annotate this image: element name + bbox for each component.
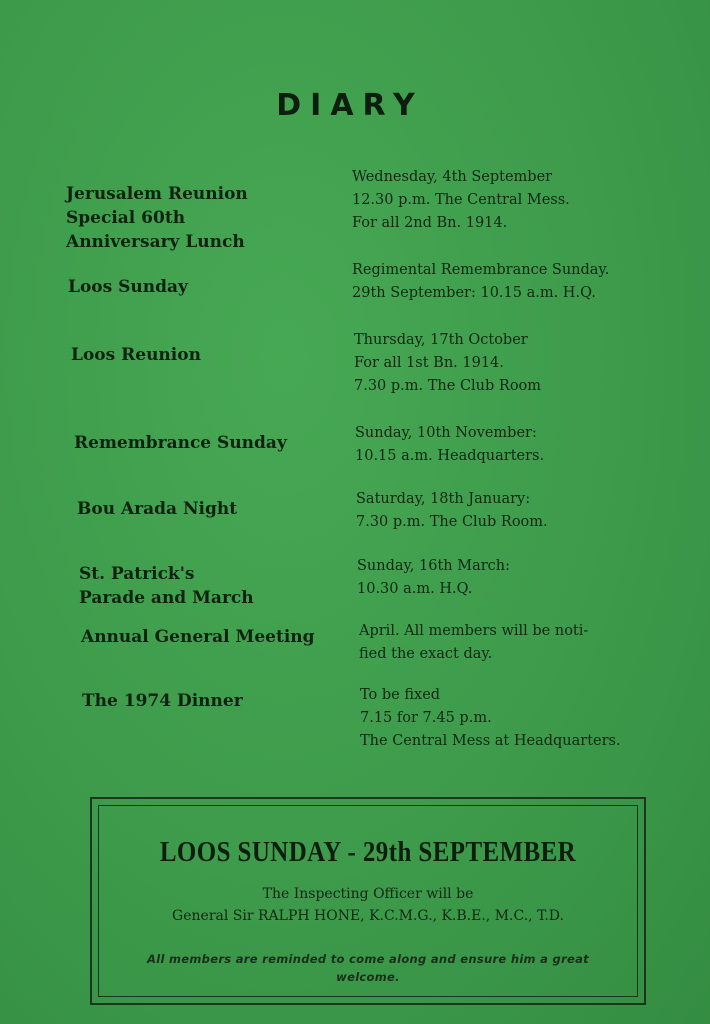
event-name — [81, 625, 351, 649]
details-line: April. All members will be noti- — [359, 623, 589, 639]
event-name — [66, 182, 336, 254]
event-details — [359, 620, 689, 666]
notice-inner-border — [98, 805, 638, 997]
event-line: Remembrance Sunday — [74, 433, 287, 453]
notice-heading: LOOS SUNDAY - 29th SEPTEMBER — [159, 836, 577, 868]
details-line: For all 2nd Bn. 1914. — [352, 215, 508, 231]
event-line: Anniversary Lunch — [66, 232, 245, 252]
event-line: Parade and March — [79, 588, 254, 608]
notice-line: General Sir RALPH HONE, K.C.M.G., K.B.E., M.C., T.D. — [172, 908, 564, 924]
details-line: 7.30 p.m. The Club Room. — [356, 514, 548, 530]
event-details — [352, 259, 682, 305]
event-name — [79, 562, 349, 610]
details-line: 10.30 a.m. H.Q. — [357, 581, 473, 597]
event-name — [68, 275, 338, 299]
details-line: Sunday, 16th March: — [357, 558, 511, 574]
event-details — [352, 166, 682, 235]
event-name — [82, 689, 352, 713]
event-details — [355, 422, 685, 468]
event-details — [354, 329, 684, 398]
event-line: The 1974 Dinner — [82, 691, 243, 711]
details-line: 12.30 p.m. The Central Mess. — [352, 192, 570, 208]
event-details — [357, 555, 687, 601]
event-name — [77, 497, 347, 521]
event-details — [360, 684, 690, 753]
details-line: 29th September: 10.15 a.m. H.Q. — [352, 285, 596, 301]
event-name — [74, 431, 344, 455]
event-line: Annual General Meeting — [81, 627, 315, 647]
notice-box — [90, 797, 646, 1005]
event-line: Special 60th — [66, 208, 186, 228]
event-details — [356, 488, 686, 534]
details-line: Wednesday, 4th September — [352, 169, 553, 185]
details-line: Thursday, 17th October — [354, 332, 528, 348]
event-line: Bou Arada Night — [77, 499, 238, 519]
event-line: Loos Reunion — [71, 345, 201, 365]
event-line: St. Patrick's — [79, 564, 195, 584]
details-line: Sunday, 10th November: — [355, 425, 537, 441]
event-line: Jerusalem Reunion — [66, 184, 248, 204]
page-title: DIARY — [276, 88, 424, 123]
details-line: 7.30 p.m. The Club Room — [354, 378, 542, 394]
details-line: 7.15 for 7.45 p.m. — [360, 710, 492, 726]
event-name — [71, 343, 341, 367]
details-line: Regimental Remembrance Sunday. — [352, 262, 610, 278]
details-line: fied the exact day. — [359, 646, 493, 662]
notice-line: The Inspecting Officer will be — [262, 886, 474, 902]
details-line: 10.15 a.m. Headquarters. — [355, 448, 545, 464]
details-line: For all 1st Bn. 1914. — [354, 355, 504, 371]
details-line: Saturday, 18th January: — [356, 491, 531, 507]
details-line: To be fixed — [360, 687, 441, 703]
notice-footer: All members are reminded to come along and ensure him a great welcome. — [147, 952, 589, 984]
details-line: The Central Mess at Headquarters. — [360, 733, 621, 749]
event-line: Loos Sunday — [68, 277, 188, 297]
